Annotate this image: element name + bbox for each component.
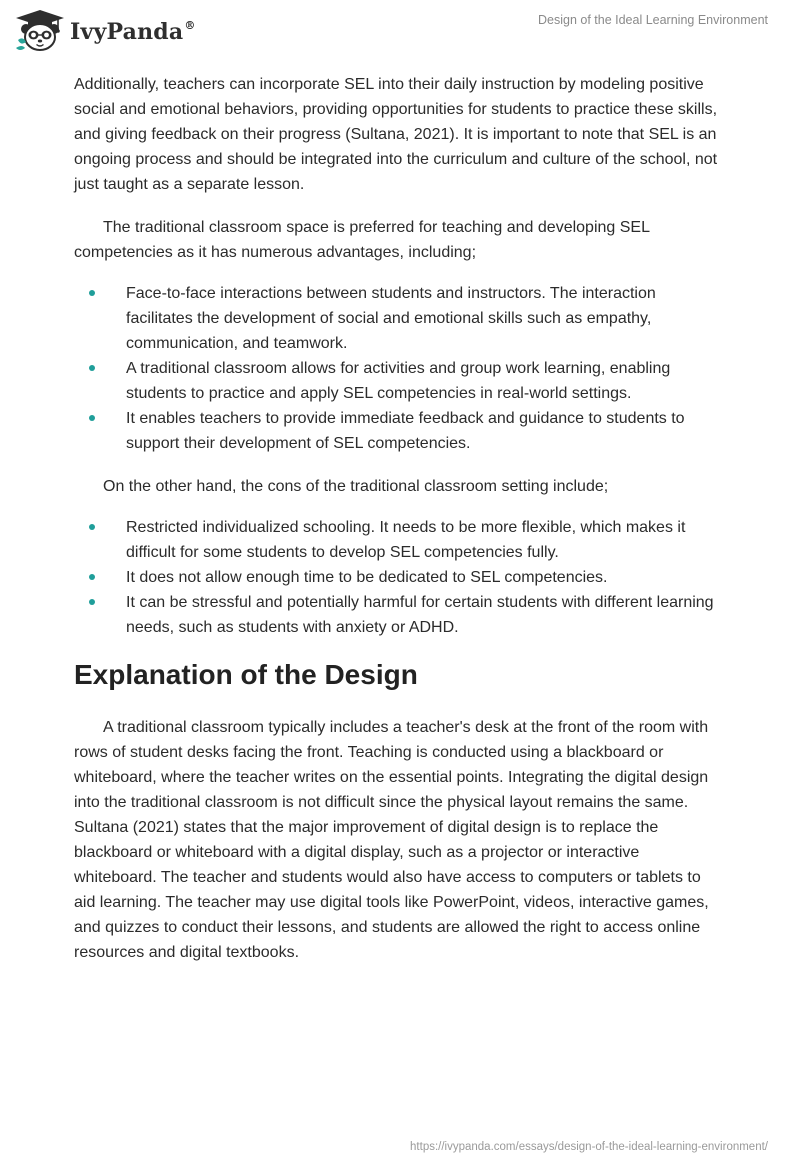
list-item: A traditional classroom allows for activities and group work learning, enabling students to practice and apply SEL competencies in real-world settings. bbox=[126, 356, 726, 406]
list-item: It can be stressful and potentially harmful for certain students with different learning needs, such as students with anxiety or ADHD. bbox=[126, 590, 726, 640]
paragraph: On the other hand, the cons of the traditional classroom setting include; bbox=[103, 478, 609, 495]
list-item: Restricted individualized schooling. It needs to be more flexible, which makes it difficult for some students to develop SEL competencies fully. bbox=[126, 515, 726, 565]
bullet-icon bbox=[89, 524, 95, 530]
paragraph: A traditional classroom typically includes a teacher's desk at the front of the room with rows of student desks facing the front. Teaching is conducted using a blackboard or whiteboard, where the teacher writes on the essential points. Integrating the digital design into the traditional classroom is not difficult since the physical layout remains the same. Sultana (2021) states that the major improvement of digital design is to replace the blackboard or whiteboard with a digital display, such as a projector or interactive whiteboard. The teacher and students would also have access to computers or tablets to aid learning. The teacher may use digital tools like PowerPoint, videos, interactive games, and quizzes to conduct their lessons, and students are allowed the right to access online resources and digital textbooks. bbox=[74, 719, 709, 961]
cons-list bbox=[74, 515, 726, 640]
bullet-icon bbox=[89, 574, 95, 580]
bullet-icon bbox=[89, 415, 95, 421]
essay-body bbox=[74, 72, 726, 983]
ivypanda-logo[interactable] bbox=[14, 8, 196, 52]
list-item: Face-to-face interactions between students and instructors. The interaction facilitates the development of social and emotional skills such as empathy, communication, and teamwork. bbox=[126, 281, 726, 356]
panda-graduate-icon bbox=[14, 8, 66, 52]
paragraph: The traditional classroom space is preferred for teaching and developing SEL competencies as it has numerous advantages, including; bbox=[74, 219, 650, 261]
paragraph: Additionally, teachers can incorporate SEL into their daily instruction by modeling positive social and emotional behaviors, providing opportunities for students to practice these skills, and giving feedback on their progress (Sultana, 2021). It is important to note that SEL is an ongoing process and should be integrated into the curriculum and culture of the school, not just taught as a separate lesson. bbox=[74, 76, 718, 193]
bullet-icon bbox=[89, 599, 95, 605]
source-url[interactable]: https://ivypanda.com/essays/design-of-the-ideal-learning-environment/ bbox=[410, 1141, 768, 1153]
bullet-icon bbox=[89, 290, 95, 296]
page-header bbox=[0, 0, 800, 64]
list-item: It enables teachers to provide immediate feedback and guidance to students to support their development of SEL competencies. bbox=[126, 406, 726, 456]
list-item: It does not allow enough time to be dedicated to SEL competencies. bbox=[126, 565, 726, 590]
bullet-icon bbox=[89, 365, 95, 371]
document-title: Design of the Ideal Learning Environment bbox=[537, 13, 768, 27]
section-heading: Explanation of the Design bbox=[74, 659, 418, 690]
logo-wordmark: IvyPanda® bbox=[70, 19, 196, 45]
advantages-list bbox=[74, 281, 726, 456]
